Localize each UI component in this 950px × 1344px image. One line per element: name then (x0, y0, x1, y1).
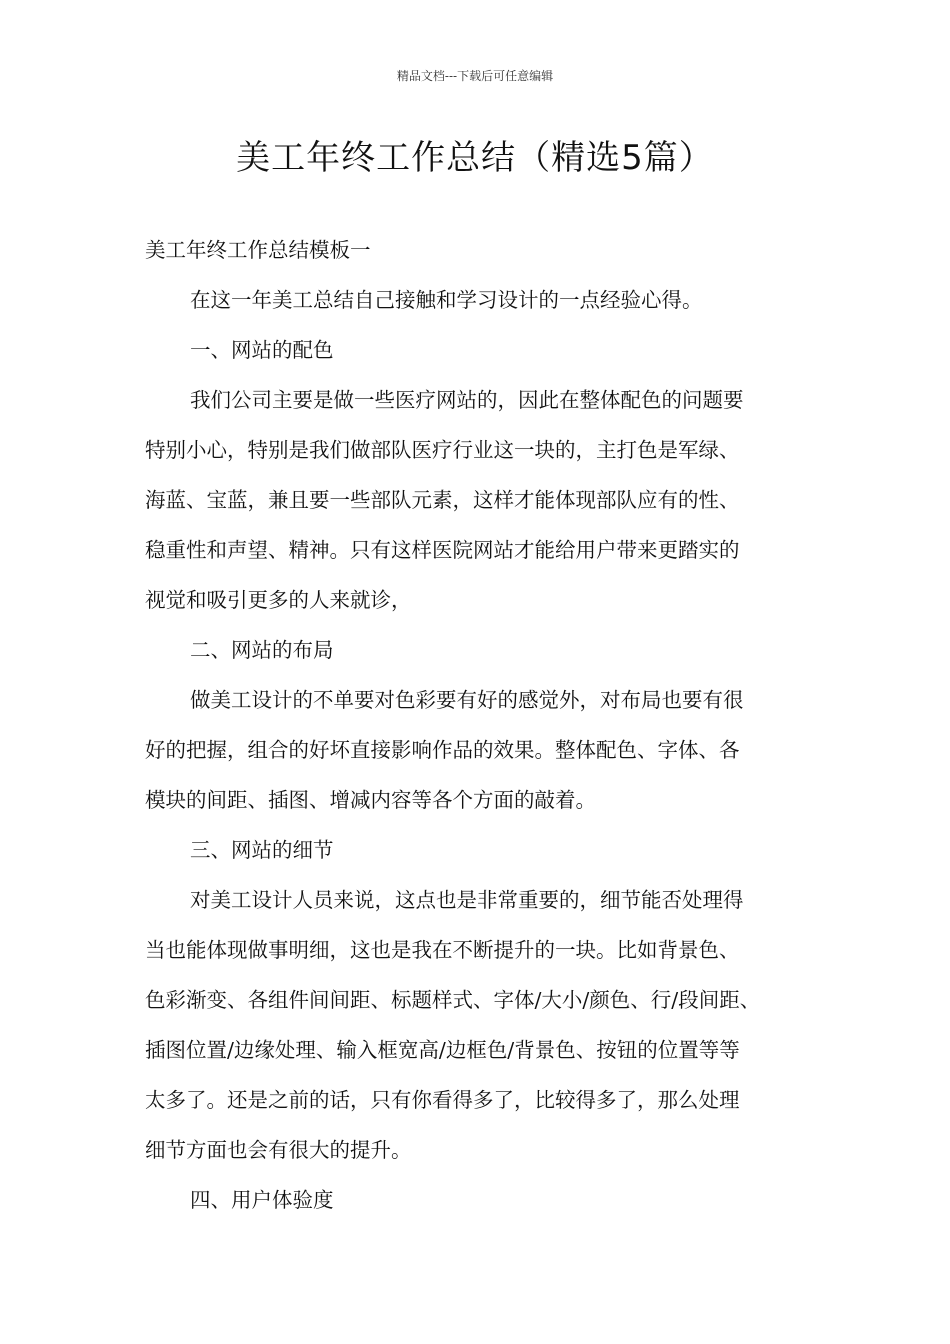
text-line: 做美工设计的不单要对色彩要有好的感觉外，对布局也要有很 (190, 688, 744, 712)
text-line: 细节方面也会有很大的提升。 (145, 1138, 412, 1162)
text-line: 特别小心，特别是我们做部队医疗行业这一块的，主打色是军绿、 (145, 438, 740, 462)
text-line: 美工年终工作总结模板一 (145, 238, 371, 262)
text-line: 好的把握，组合的好坏直接影响作品的效果。整体配色、字体、各 (145, 738, 740, 762)
text-line: 模块的间距、插图、增减内容等各个方面的敲着。 (145, 788, 596, 812)
text-line: 太多了。还是之前的话，只有你看得多了，比较得多了，那么处理 (145, 1088, 740, 1112)
text-line: 海蓝、宝蓝，兼且要一些部队元素，这样才能体现部队应有的性、 (145, 488, 740, 512)
text-line: 我们公司主要是做一些医疗网站的，因此在整体配色的问题要 (190, 388, 744, 412)
text-line: 当也能体现做事明细，这也是我在不断提升的一块。比如背景色、 (145, 938, 740, 962)
text-line: 三、网站的细节 (190, 838, 334, 862)
document-title: 美工年终工作总结（精选5篇） (236, 138, 714, 178)
text-line: 插图位置/边缘处理、输入框宽高/边框色/背景色、按钮的位置等等 (145, 1038, 740, 1062)
text-line: 色彩渐变、各组件间间距、标题样式、字体/大小/颜色、行/段间距、 (145, 988, 761, 1012)
text-line: 一、网站的配色 (190, 338, 334, 362)
text-line: 二、网站的布局 (190, 638, 334, 662)
text-line: 在这一年美工总结自己接触和学习设计的一点经验心得。 (190, 288, 703, 312)
header-note: 精品文档---下载后可任意编辑 (396, 69, 554, 83)
document-body (145, 230, 810, 1230)
text-line: 对美工设计人员来说，这点也是非常重要的，细节能否处理得 (190, 888, 744, 912)
text-line: 视觉和吸引更多的人来就诊， (145, 588, 412, 612)
text-line: 稳重性和声望、精神。只有这样医院网站才能给用户带来更踏实的 (145, 538, 740, 562)
text-line: 四、用户体验度 (190, 1188, 334, 1212)
